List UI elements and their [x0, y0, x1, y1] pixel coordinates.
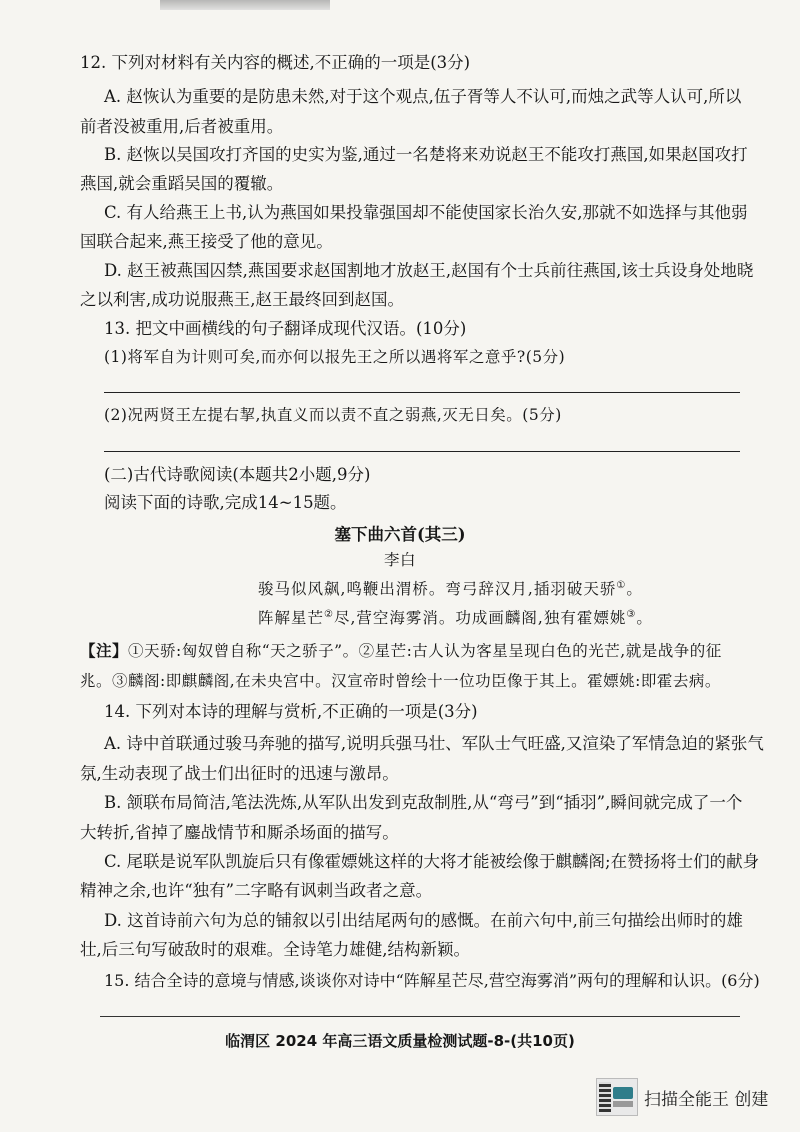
section2-instruction: 阅读下面的诗歌,完成14~15题。: [104, 493, 347, 512]
watermark-text: 扫描全能王 创建: [644, 1089, 769, 1110]
poem-line-2: 阵解星芒②尽,营空海雾消。功成画麟阁,独有霍嫖姚③。: [258, 608, 653, 627]
q12-stem: 12. 下列对材料有关内容的概述,不正确的一项是(3分): [80, 53, 471, 72]
answer-line-1: [104, 392, 740, 393]
q12-option-b-line1: B. 赵恢以吴国攻打齐国的史实为鉴,通过一名楚将来劝说赵王不能攻打燕国,如果赵国攻打: [104, 145, 748, 164]
q15-stem: 15. 结合全诗的意境与情感,谈谈你对诗中“阵解星芒尽,营空海雾消”两句的理解和认识。(6分): [104, 971, 760, 990]
footnote-ref-3: ③: [626, 608, 637, 620]
poem-title: 塞下曲六首(其三): [334, 525, 466, 544]
q14-option-b-line1: B. 颔联布局简洁,笔法洗炼,从军队出发到克敌制胜,从“弯弓”到“插羽”,瞬间就完成了一个: [104, 793, 743, 812]
section2-title: (二)古代诗歌阅读(本题共2小题,9分): [104, 465, 371, 484]
q12-option-a-line2: 前者没被重用,后者被重用。: [80, 117, 284, 136]
camscanner-logo-icon: [596, 1078, 638, 1116]
q14-option-d-line2: 壮,后三句写破敌时的艰难。全诗笔力雄健,结构新颖。: [80, 940, 470, 959]
camscanner-watermark: [596, 1078, 768, 1116]
footnote-ref-1: ①: [616, 579, 627, 591]
q12-option-a-line1: A. 赵恢认为重要的是防患未然,对于这个观点,伍子胥等人不认可,而烛之武等人认可,所以: [104, 87, 742, 106]
notes-label: 【注】: [80, 641, 129, 660]
footer-divider: [100, 1016, 740, 1017]
q14-stem: 14. 下列对本诗的理解与赏析,不正确的一项是(3分): [104, 702, 478, 721]
poem-author: 李白: [383, 551, 416, 569]
q12-option-d-line2: 之以利害,成功说服燕王,赵王最终回到赵国。: [80, 290, 404, 309]
q12-option-d-line1: D. 赵王被燕国囚禁,燕国要求赵国割地才放赵王,赵国有个士兵前往燕国,该士兵设身处地晓: [104, 261, 754, 280]
q12-option-b-line2: 燕国,就会重蹈吴国的覆辙。: [80, 174, 284, 193]
scan-smudge: [160, 0, 330, 10]
q12-option-c-line1: C. 有人给燕王上书,认为燕国如果投靠强国却不能使国家长治久安,那就不如选择与其他弱: [104, 203, 748, 222]
page-footer: 临渭区 2024 年高三语文质量检测试题-8-(共10页): [225, 1032, 575, 1050]
answer-line-2: [104, 451, 740, 452]
q14-option-d-line1: D. 这首诗前六句为总的铺叙以引出结尾两句的感慨。在前六句中,前三句描绘出师时的雄: [104, 911, 743, 930]
q14-option-a-line1: A. 诗中首联通过骏马奔驰的描写,说明兵强马壮、军队士气旺盛,又渲染了军情急迫的紧张气: [104, 734, 764, 753]
q14-option-a-line2: 氛,生动表现了战士们出征时的迅速与激昂。: [80, 764, 399, 783]
poem-line-1: 骏马似风飙,鸣鞭出渭桥。弯弓辞汉月,插羽破天骄①。: [258, 579, 643, 598]
q13-sentence1: (1)将军自为计则可矣,而亦何以报先王之所以遇将军之意乎?(5分): [104, 348, 566, 366]
q12-option-c-line2: 国联合起来,燕王接受了他的意见。: [80, 232, 333, 251]
q13-stem: 13. 把文中画横线的句子翻译成现代汉语。(10分): [104, 319, 467, 338]
footnote-ref-2: ②: [324, 608, 334, 620]
q14-option-c-line2: 精神之余,也许“独有”二字略有讽刺当政者之意。: [80, 881, 433, 900]
q13-sentence2: (2)况两贤王左提右挈,执直义而以责不直之弱燕,灭无日矣。(5分): [104, 406, 562, 424]
q14-option-b-line2: 大转折,省掉了鏖战情节和厮杀场面的描写。: [80, 823, 399, 842]
notes-line-2: 兆。③麟阁:即麒麟阁,在未央宫中。汉宣帝时曾绘十一位功臣像于其上。霍嫖姚:即霍去病。: [80, 672, 721, 690]
notes-line-1: 【注】①天骄:匈奴曾自称“天之骄子”。②星芒:古人认为客星呈现白色的光芒,就是战争的征: [80, 641, 722, 660]
q14-option-c-line1: C. 尾联是说军队凯旋后只有像霍嫖姚这样的大将才能被绘像于麒麟阁;在赞扬将士们的献身: [104, 852, 760, 871]
